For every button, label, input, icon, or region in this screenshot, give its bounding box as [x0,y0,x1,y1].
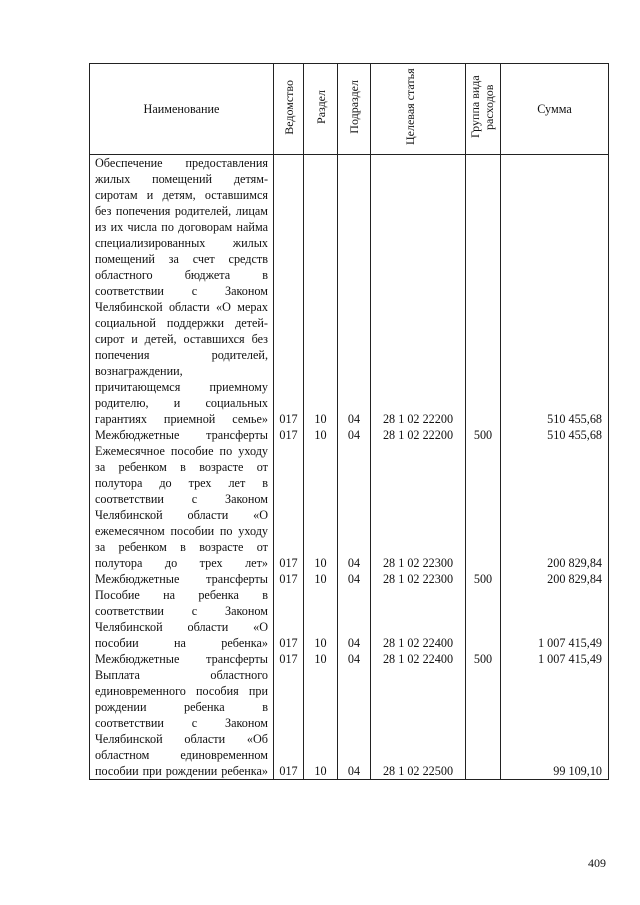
row-sum: 200 829,84 [501,571,609,587]
row-department: 017 [274,587,304,651]
table-row [90,155,609,428]
row-department: 017 [274,571,304,587]
table-row [90,667,609,780]
row-section: 10 [304,427,338,443]
row-subsection: 04 [338,427,371,443]
row-name: Выплата областного единовременного пособия при рождении ребенка в соответствии с Законом Челябинской области «Об областном единовременном пособии при рождении ребенка» [90,667,274,780]
row-target: 28 1 02 22200 [371,155,466,428]
row-section: 10 [304,651,338,667]
table-row [90,651,609,667]
row-name: Межбюджетные трансферты [90,571,274,587]
row-sum: 1 007 415,49 [501,587,609,651]
row-section: 10 [304,587,338,651]
row-expense-group: 500 [466,651,501,667]
table-row [90,571,609,587]
row-target: 28 1 02 22300 [371,571,466,587]
row-name: Обеспечение предоставления жилых помещений детям-сиротам и детям, оставшимся без попечения родителей, лицам из их числа по договорам найма специализированных жилых помещений за счет средств областного бюджета в соответствии с Законом Челябинской области «О мерах социальной поддержки детей-сирот и детей, оставшихся без попечения родителей, вознаграждении, причитающемся приемному родителю, и социальных гарантиях приемной семье» [90,155,274,428]
row-name: Межбюджетные трансферты [90,651,274,667]
table-row [90,443,609,571]
row-section: 10 [304,571,338,587]
header-subsection: Подраздел [338,64,371,155]
row-section: 10 [304,443,338,571]
row-sum: 99 109,10 [501,667,609,780]
row-department: 017 [274,667,304,780]
row-subsection: 04 [338,651,371,667]
row-subsection: 04 [338,587,371,651]
row-target: 28 1 02 22400 [371,651,466,667]
row-name: Пособие на ребенка в соответствии с Законом Челябинской области «О пособии на ребенка» [90,587,274,651]
row-expense-group: 500 [466,571,501,587]
row-sum: 510 455,68 [501,155,609,428]
row-department: 017 [274,155,304,428]
header-row [90,64,609,155]
row-section: 10 [304,667,338,780]
row-expense-group [466,667,501,780]
budget-table [89,63,609,780]
row-expense-group [466,155,501,428]
header-department: Ведомство [274,64,304,155]
row-subsection: 04 [338,443,371,571]
row-expense-group [466,443,501,571]
page-number: 409 [588,856,606,870]
row-target: 28 1 02 22200 [371,427,466,443]
row-expense-group [466,587,501,651]
row-department: 017 [274,443,304,571]
row-sum: 200 829,84 [501,443,609,571]
row-department: 017 [274,427,304,443]
header-sum: Сумма [501,64,609,155]
row-target: 28 1 02 22500 [371,667,466,780]
row-subsection: 04 [338,571,371,587]
row-subsection: 04 [338,667,371,780]
row-subsection: 04 [338,155,371,428]
row-expense-group: 500 [466,427,501,443]
header-target: Целевая статья [371,64,466,155]
row-target: 28 1 02 22400 [371,587,466,651]
row-department: 017 [274,651,304,667]
header-expense-group: Группа вида расходов [466,64,501,155]
row-name: Межбюджетные трансферты [90,427,274,443]
row-name: Ежемесячное пособие по уходу за ребенком в возрасте от полутора до трех лет в соответствии с Законом Челябинской области «О ежемесячном пособии по уходу за ребенком в возрасте от полутора до трех лет» [90,443,274,571]
header-name: Наименование [90,64,274,155]
row-target: 28 1 02 22300 [371,443,466,571]
header-section: Раздел [304,64,338,155]
table-row [90,427,609,443]
row-sum: 1 007 415,49 [501,651,609,667]
row-section: 10 [304,155,338,428]
row-sum: 510 455,68 [501,427,609,443]
table-row [90,587,609,651]
